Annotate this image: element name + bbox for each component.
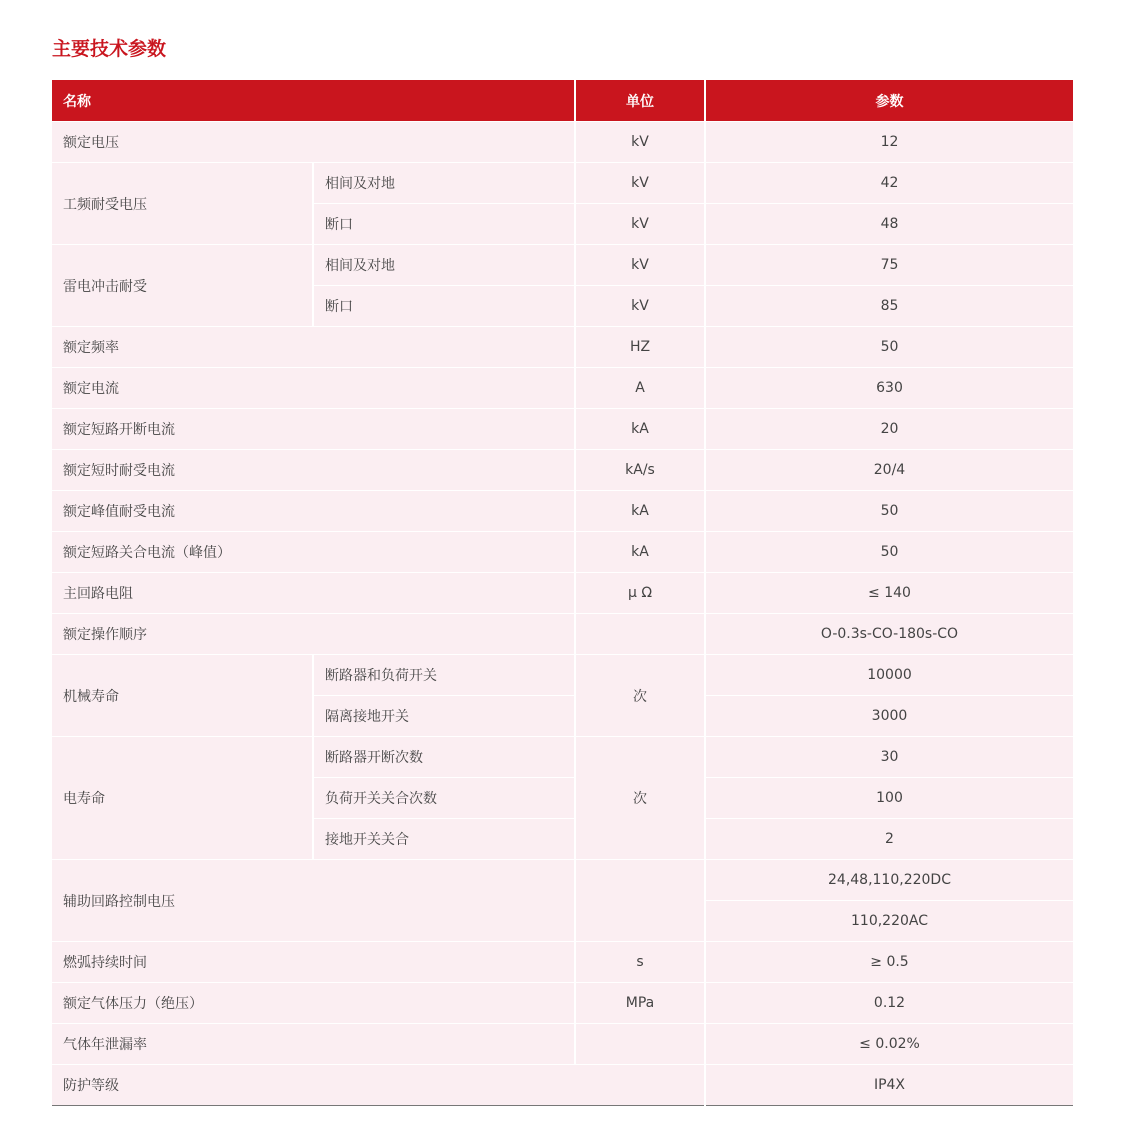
row-name: 额定短路关合电流（峰值）: [52, 532, 575, 573]
row-name: 额定短时耐受电流: [52, 450, 575, 491]
table-row: [52, 450, 1073, 491]
row-value: ≤ 140: [705, 573, 1073, 614]
row-value: 75: [705, 245, 1073, 286]
row-value: 50: [705, 532, 1073, 573]
row-value: 48: [705, 204, 1073, 245]
row-sub-label: 相间及对地: [313, 163, 575, 204]
row-name: 雷电冲击耐受: [52, 245, 313, 327]
row-name: 额定电压: [52, 122, 575, 163]
table-row: [52, 1024, 1073, 1065]
row-name: 电寿命: [52, 737, 313, 860]
row-unit: kV: [575, 245, 705, 286]
table-row: [52, 409, 1073, 450]
row-value: 20: [705, 409, 1073, 450]
header-value: 参数: [705, 80, 1073, 122]
header-unit: 单位: [575, 80, 705, 122]
table-row: [52, 163, 1073, 204]
table-row: [52, 614, 1073, 655]
table-row: [52, 737, 1073, 778]
row-unit: kV: [575, 122, 705, 163]
table-row: [52, 573, 1073, 614]
table-row: [52, 983, 1073, 1024]
row-value: ≤ 0.02%: [705, 1024, 1073, 1065]
row-name: 辅助回路控制电压: [52, 860, 575, 942]
row-value: 24,48,110,220DC: [705, 860, 1073, 901]
row-name: 额定气体压力（绝压）: [52, 983, 575, 1024]
row-unit: s: [575, 942, 705, 983]
row-sub-label: 相间及对地: [313, 245, 575, 286]
row-sub-label: 接地开关关合: [313, 819, 575, 860]
row-unit: kA: [575, 491, 705, 532]
table-row: [52, 1065, 1073, 1106]
table-row: [52, 860, 1073, 901]
header-name: 名称: [52, 80, 575, 122]
row-value: 630: [705, 368, 1073, 409]
table-row: [52, 327, 1073, 368]
row-sub-label: 隔离接地开关: [313, 696, 575, 737]
row-value: 100: [705, 778, 1073, 819]
row-name: 机械寿命: [52, 655, 313, 737]
row-name: 额定电流: [52, 368, 575, 409]
row-name: 燃弧持续时间: [52, 942, 575, 983]
table-row: [52, 245, 1073, 286]
row-value: 20/4: [705, 450, 1073, 491]
row-unit: 次: [575, 655, 705, 737]
row-sub-label: 断路器和负荷开关: [313, 655, 575, 696]
row-name: 主回路电阻: [52, 573, 575, 614]
row-unit: HZ: [575, 327, 705, 368]
row-unit: MPa: [575, 983, 705, 1024]
row-unit: kV: [575, 204, 705, 245]
row-unit: A: [575, 368, 705, 409]
row-value: 42: [705, 163, 1073, 204]
row-unit: [575, 860, 705, 942]
row-value: 30: [705, 737, 1073, 778]
row-value: 10000: [705, 655, 1073, 696]
row-value: 12: [705, 122, 1073, 163]
row-unit: kA: [575, 532, 705, 573]
row-unit: kA: [575, 409, 705, 450]
row-name: 额定短路开断电流: [52, 409, 575, 450]
row-unit: kA/s: [575, 450, 705, 491]
spec-table: [52, 80, 1073, 1106]
row-unit: kV: [575, 286, 705, 327]
table-row: [52, 655, 1073, 696]
row-value: IP4X: [705, 1065, 1073, 1106]
page-title: 主要技术参数: [52, 38, 167, 60]
table-row: [52, 532, 1073, 573]
table-row: [52, 942, 1073, 983]
table-row: [52, 491, 1073, 532]
row-name: 工频耐受电压: [52, 163, 313, 245]
row-name: 额定峰值耐受电流: [52, 491, 575, 532]
row-unit: kV: [575, 163, 705, 204]
table-row: [52, 368, 1073, 409]
row-value: 2: [705, 819, 1073, 860]
row-sub-label: 断口: [313, 286, 575, 327]
row-sub-label: 断口: [313, 204, 575, 245]
row-value: O-0.3s-CO-180s-CO: [705, 614, 1073, 655]
row-value: 85: [705, 286, 1073, 327]
table-header-row: [52, 80, 1073, 122]
row-name: 气体年泄漏率: [52, 1024, 575, 1065]
row-name: 额定操作顺序: [52, 614, 575, 655]
row-name: 额定频率: [52, 327, 575, 368]
table-row: [52, 122, 1073, 163]
row-value: 3000: [705, 696, 1073, 737]
row-name: 防护等级: [52, 1065, 705, 1106]
row-value: 50: [705, 491, 1073, 532]
row-unit: [575, 614, 705, 655]
row-value: ≥ 0.5: [705, 942, 1073, 983]
row-value: 50: [705, 327, 1073, 368]
row-unit: [575, 1024, 705, 1065]
row-value: 0.12: [705, 983, 1073, 1024]
row-unit: 次: [575, 737, 705, 860]
row-value: 110,220AC: [705, 901, 1073, 942]
row-sub-label: 断路器开断次数: [313, 737, 575, 778]
row-sub-label: 负荷开关关合次数: [313, 778, 575, 819]
row-unit: μ Ω: [575, 573, 705, 614]
